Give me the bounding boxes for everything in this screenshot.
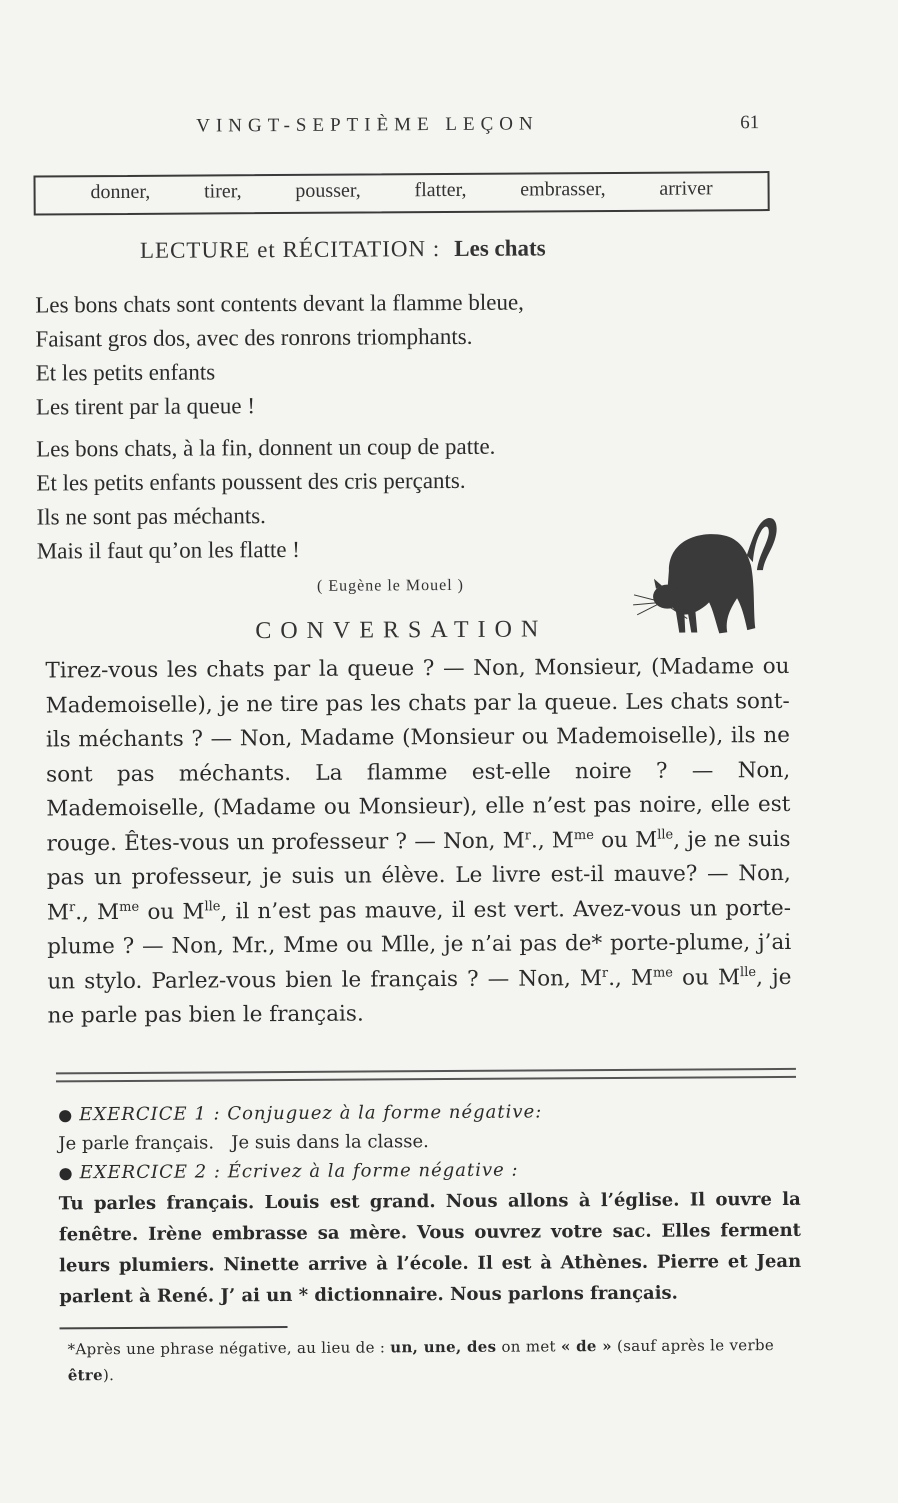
vocab-word: tirer, xyxy=(203,179,242,202)
superscript: me xyxy=(119,899,140,915)
exercise-2-instruction: Écrivez à la forme négative : xyxy=(227,1159,519,1183)
footnote-text: (sauf après le verbe xyxy=(616,1336,775,1355)
conversation-text: ., M xyxy=(530,827,574,854)
exercise-2-title xyxy=(58,1154,800,1189)
superscript: lle xyxy=(739,964,757,980)
cat-illustration xyxy=(629,510,780,641)
footnote-text: ). xyxy=(102,1366,115,1385)
bullet-icon: ● xyxy=(58,1163,74,1183)
lecture-heading xyxy=(140,234,700,263)
conversation-paragraph xyxy=(45,650,791,1034)
poem-line: Les bons chats, à la fin, donnent un coup de patte. xyxy=(36,433,496,462)
conversation-text: , je ne suis pas un professeur, je suis un élève. Le livre est-il mauve? — Non, M xyxy=(46,826,791,925)
poem-line: Et les petits enfants xyxy=(35,359,216,386)
vocab-word: pousser, xyxy=(295,179,361,202)
superscript: r xyxy=(601,965,609,981)
vocabulary-box xyxy=(33,171,769,215)
poem-title: Les chats xyxy=(454,235,546,261)
footnote-emphasis: un, une, des xyxy=(390,1337,497,1357)
exercise-1-instruction: Conjuguez à la forme négative: xyxy=(227,1101,543,1125)
conversation-text: ou M xyxy=(139,898,205,925)
conversation-text: , je ne parle pas bien le français. xyxy=(47,964,792,1029)
superscript: lle xyxy=(204,898,221,914)
conversation-text: , il n’est pas mauve, il est vert. Avez-vous un porte-plume ? — Non, Mr., Mme ou Mlle, je n’ai pas de* porte-plume, j’ai un stylo. Parlez-vous bien le français ? — Non, M xyxy=(47,895,792,994)
conversation-heading: CONVERSATION xyxy=(255,616,548,645)
conversation-text: ou M xyxy=(593,827,658,853)
footnote-text: on met xyxy=(501,1337,556,1356)
superscript: r xyxy=(524,827,531,843)
poem-line: Et les petits enfants poussent des cris perçants. xyxy=(36,467,466,496)
vocab-word: arriver xyxy=(659,176,713,200)
page-number: 61 xyxy=(740,112,760,134)
running-title: VINGT-SEPTIÈME LEÇON xyxy=(196,113,539,137)
conversation-text: Tirez-vous les chats par la queue ? — Non, Monsieur, (Madame ou Mademoiselle), je ne tire pas les chats par la queue. Les chats sont-ils méchants ? — Non, Madame (Monsieur ou Mademoiselle), ils ne sont pas méchants. La flamme est-elle noire ? — Non, Mademoiselle, (Madame ou Monsieur), elle n’est pas noire, elle est rouge. Êtes-vous un professeur ? — Non, M xyxy=(45,653,791,856)
conversation-text: ., M xyxy=(75,899,120,925)
poem-line: Mais il faut qu’on les flatte ! xyxy=(36,536,301,564)
poem-line: Ils ne sont pas méchants. xyxy=(36,503,266,530)
section-divider xyxy=(56,1068,796,1083)
poem-line: Faisant gros dos, avec des ronrons triomphants. xyxy=(35,323,473,352)
exercise-2-text: Tu parles français. Louis est grand. Nous allons à l’église. Il ouvre la fenêtre. Irène embrasse sa mère. Vous ouvrez votre sac. Elles ferment leurs plumiers. Ninette arrive à l’école. Il est à Athènes. Pierre et Jean parlent à René. J’ ai un * dictionnaire. Nous parlons français. xyxy=(58,1188,802,1308)
bullet-icon: ● xyxy=(58,1105,74,1125)
footnote-text: *Après une phrase négative, au lieu de : xyxy=(67,1338,386,1359)
conversation-text: ou M xyxy=(672,964,741,991)
exercise-1-title xyxy=(58,1096,800,1131)
superscript: lle xyxy=(657,826,674,843)
exercise-1-text: Je parle français. Je suis dans la classe. xyxy=(58,1131,429,1155)
poem-line: Les bons chats sont contents devant la flamme bleue, xyxy=(35,289,524,318)
lecture-heading-label: LECTURE et RÉCITATION : xyxy=(139,236,441,263)
vocab-word: donner, xyxy=(90,180,151,203)
exercise-2-label: EXERCICE 2 : xyxy=(79,1161,222,1184)
vocab-word: embrasser, xyxy=(520,177,606,201)
poem-author: ( Eugène le Mouel ) xyxy=(316,576,464,595)
footnote-emphasis: être xyxy=(67,1366,103,1385)
footnote-rule xyxy=(60,1326,288,1329)
exercise-1-label: EXERCICE 1 : xyxy=(79,1103,221,1126)
superscript: me xyxy=(652,964,674,981)
conversation-text: ., M xyxy=(608,965,654,991)
footnote xyxy=(68,1332,808,1389)
exercises xyxy=(58,1096,801,1313)
superscript: r xyxy=(68,899,76,915)
superscript: me xyxy=(573,827,594,843)
poem-line: Les tirent par la queue ! xyxy=(35,393,256,420)
footnote-emphasis: « de » xyxy=(560,1337,612,1356)
vocab-word: flatter, xyxy=(414,178,467,201)
